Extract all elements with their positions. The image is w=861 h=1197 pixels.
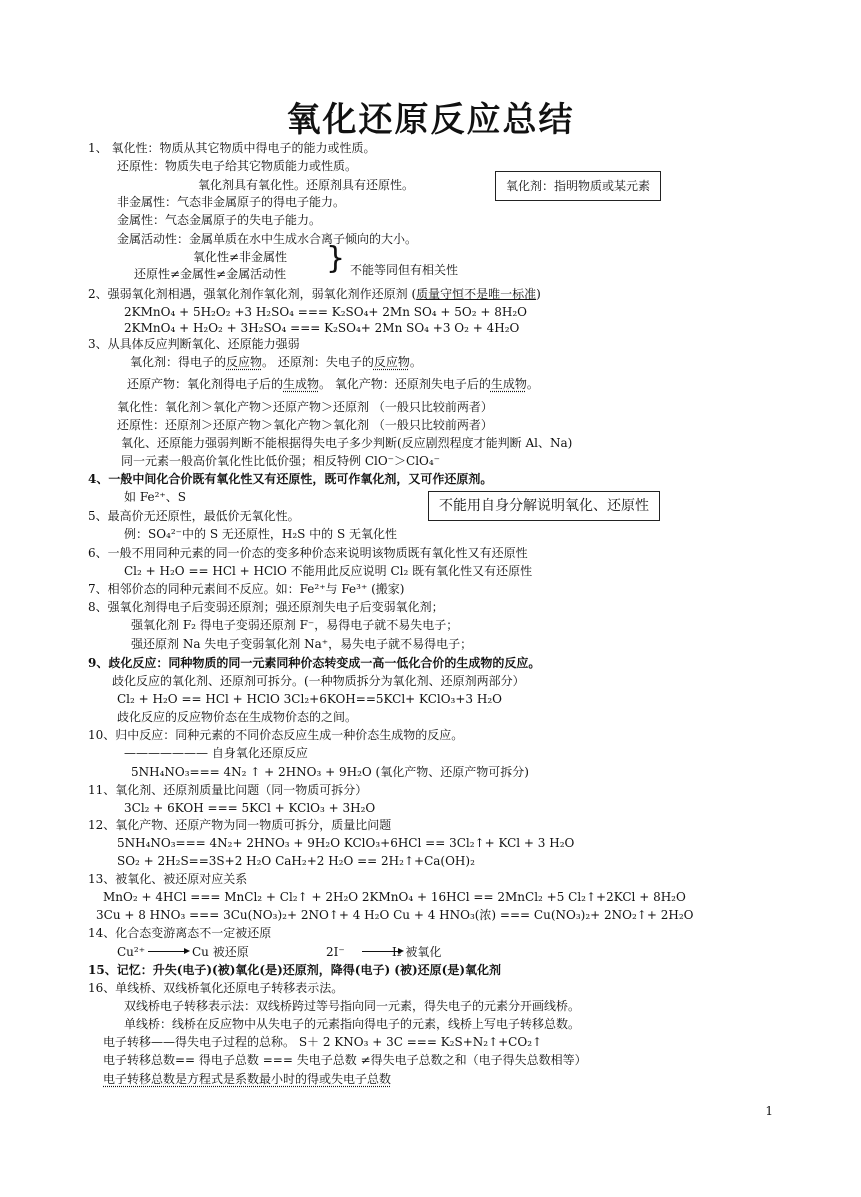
emphasis-dotted: 反应物 [373, 355, 410, 369]
text-line: 还原性≠金属性≠金属活动性 [134, 267, 287, 281]
text-line: 氧化、还原能力强弱判断不能根据得失电子多少判断(反应剧烈程度才能判断 Al、Na) [121, 436, 573, 450]
item-9: 9、歧化反应：同种物质的同一元素同种价态转变成一高一低化合价的生成物的反应。 [88, 656, 541, 670]
equation: 2KMnO₄ + H₂O₂ + 3H₂SO₄ === K₂SO₄+ 2Mn SO₄ +3 O₂ + 4H₂O [124, 321, 520, 335]
reaction-arrow [148, 951, 188, 952]
text-span: I₂ 被氧化 [392, 945, 442, 959]
page-number: 1 [765, 1104, 773, 1118]
text-line: 非金属性：气态非金属原子的得电子能力。 [117, 195, 346, 209]
text-line: 同一元素一般高价氧化性比低价强；相反特例 ClO⁻＞ClO₄⁻ [121, 454, 441, 468]
note-box-decomposition [428, 491, 660, 521]
item-7: 7、相邻价态的同种元素间不反应。如：Fe²⁺与 Fe³⁺ (搬家) [88, 582, 405, 596]
item-16: 16、单线桥、双线桥氧化还原电子转移表示法。 [88, 981, 344, 995]
equation: 3Cl₂ + 6KOH === 5KCl + KClO₃ + 3H₂O [124, 801, 376, 815]
text-span: 。 氧化产物：还原剂失电子后的 [319, 377, 491, 391]
item-12: 12、氧化产物、还原产物为同一物质可拆分，质量比问题 [88, 818, 392, 832]
text-span: 氧化剂：得电子的 [130, 355, 227, 369]
item-4: 4、一般中间化合价既有氧化性又有还原性，既可作氧化剂，又可作还原剂。 [88, 472, 493, 486]
text-line: 金属活动性：金属单质在水中生成水合离子倾向的大小。 [117, 232, 418, 246]
text-line: 氧化性：氧化剂＞氧化产物＞还原产物＞还原剂 （一般只比较前两者） [117, 400, 493, 414]
text-line: ——————— 自身氧化还原反应 [124, 746, 308, 760]
brace-symbol: } [326, 241, 346, 276]
page-title: 氧化还原反应总结 [286, 100, 575, 140]
item-10: 10、归中反应：同种元素的不同价态反应生成一种价态生成物的反应。 [88, 728, 464, 742]
item-2 [88, 286, 541, 302]
text-line: 歧化反应的氧化剂、还原剂可拆分。(一种物质拆分为氧化剂、还原剂两部分） [112, 674, 525, 688]
text-span: 。 [526, 377, 539, 391]
equation: SO₂ + 2H₂S==3S+2 H₂O CaH₂+2 H₂O == 2H₂↑+Ca(OH)₂ [117, 854, 475, 868]
equation: 5NH₄NO₃=== 4N₂+ 2HNO₃ + 9H₂O KClO₃+6HCl == 3Cl₂↑+ KCl + 3 H₂O [117, 836, 575, 850]
item-1: 1、 氧化性：物质从其它物质中得电子的能力或性质。 [88, 141, 376, 155]
ion-cu: Cu²⁺ [117, 945, 146, 959]
text-line: 还原性：还原剂＞还原产物＞氧化产物＞氧化剂 （一般只比较前两者） [117, 418, 493, 432]
text-line: 电子转移总数== 得电子总数 === 失电子总数 ≠得失电子总数之和（电子得失总数相等） [103, 1053, 587, 1067]
equation: 2KMnO₄ + 5H₂O₂ +3 H₂SO₄ === K₂SO₄+ 2Mn SO₄ + 5O₂ + 8H₂O [124, 305, 528, 319]
brace-note: 不能等同但有相关性 [350, 263, 459, 277]
text-span: Cu 被还原 [192, 945, 249, 959]
item-14: 14、化合态变游离态不一定被还原 [88, 926, 272, 940]
text-span: 2、强弱氧化剂相遇，强氧化剂作氧化剂，弱氧化剂作还原剂 ( [88, 287, 417, 301]
underlined-note: 质量守恒不是唯一标准 [416, 287, 537, 301]
text-span: 还原产物：氧化剂得电子后的 [127, 377, 284, 391]
text-line: 单线桥：线桥在反应物中从失电子的元素指向得电子的元素，线桥上写电子转移总数。 [124, 1017, 581, 1031]
equation: 3Cu + 8 HNO₃ === 3Cu(NO₃)₂+ 2NO↑+ 4 H₂O Cu + 4 HNO₃(浓) === Cu(NO₃)₂+ 2NO₂↑+ 2H₂O [96, 908, 694, 922]
text-line: 强氧化剂 F₂ 得电子变弱还原剂 F⁻，易得电子就不易失电子； [131, 618, 459, 632]
text-span: 。 [409, 355, 422, 369]
text-line: 强还原剂 Na 失电子变弱氧化剂 Na⁺，易失电子就不易得电子； [131, 637, 473, 651]
item-13: 13、被氧化、被还原对应关系 [88, 872, 248, 886]
equation: 5NH₄NO₃=== 4N₂ ↑ + 2HNO₃ + 9H₂O (氧化产物、还原产物可拆分) [131, 765, 529, 779]
equation: Cl₂ + H₂O == HCl + HClO 3Cl₂+6KOH==5KCl+ KClO₃+3 H₂O [117, 692, 502, 706]
item-6: 6、一般不用同种元素的同一价态的变多种价态来说明该物质既有氧化性又有还原性 [88, 546, 528, 560]
text-span: ) [536, 287, 541, 301]
text-line: 例：SO₄²⁻中的 S 无还原性，H₂S 中的 S 无氧化性 [124, 527, 398, 541]
text-line: 氧化剂具有氧化性。还原剂具有还原性。 [198, 178, 415, 192]
item-3: 3、从具体反应判断氧化、还原能力强弱 [88, 337, 300, 351]
text-line: 还原性：物质失电子给其它物质能力或性质。 [117, 159, 358, 173]
text-line: 电子转移——得失电子过程的总称。 S＋ 2 KNO₃ + 3C === K₂S+N₂↑+CO₂↑ [103, 1035, 543, 1049]
text-line: 如 Fe²⁺、S [124, 490, 186, 504]
text-span: 。 还原剂：失电子的 [262, 355, 374, 369]
text-line: 金属性：气态金属原子的失电子能力。 [117, 213, 322, 227]
equation: MnO₂ + 4HCl === MnCl₂ + Cl₂↑ + 2H₂O 2KMnO₄ + 16HCl == 2MnCl₂ +5 Cl₂↑+2KCl + 8H₂O [103, 890, 686, 904]
ion-iodide: 2I⁻ [326, 945, 345, 959]
note-box-text: 氧化剂：指明物质或某元素 [506, 179, 651, 193]
text-line: 歧化反应的反应物价态在生成物价态的之间。 [117, 710, 358, 724]
equation: Cl₂ + H₂O == HCl + HClO 不能用此反应说明 Cl₂ 既有氧化性又有还原性 [124, 564, 533, 578]
text-line: 双线桥电子转移表示法：双线桥跨过等号指向同一元素，得失电子的元素分开画线桥。 [124, 999, 581, 1013]
text-line: 氧化性≠非金属性 [193, 250, 288, 264]
emphasis-dotted: 生成物 [283, 377, 320, 391]
item-15: 15、记忆：升失(电子)(被)氧化(是)还原剂，降得(电子) (被)还原(是)氧化剂 [88, 963, 502, 977]
note-box-oxidant [495, 171, 661, 201]
note-box-text: 不能用自身分解说明氧化、还原性 [439, 498, 649, 514]
text-line-emphasis: 电子转移总数是方程式是系数最小时的得或失电子总数 [103, 1072, 392, 1086]
text-line [127, 376, 539, 392]
text-line [130, 354, 422, 370]
item-8: 8、强氧化剂得电子后变弱还原剂；强还原剂失电子后变弱氧化剂； [88, 600, 444, 614]
item-11: 11、氧化剂、还原剂质量比问题（同一物质可拆分） [88, 783, 368, 797]
emphasis-dotted: 反应物 [226, 355, 263, 369]
item-5: 5、最高价无还原性，最低价无氧化性。 [88, 509, 300, 523]
emphasis-dotted: 生成物 [490, 377, 527, 391]
